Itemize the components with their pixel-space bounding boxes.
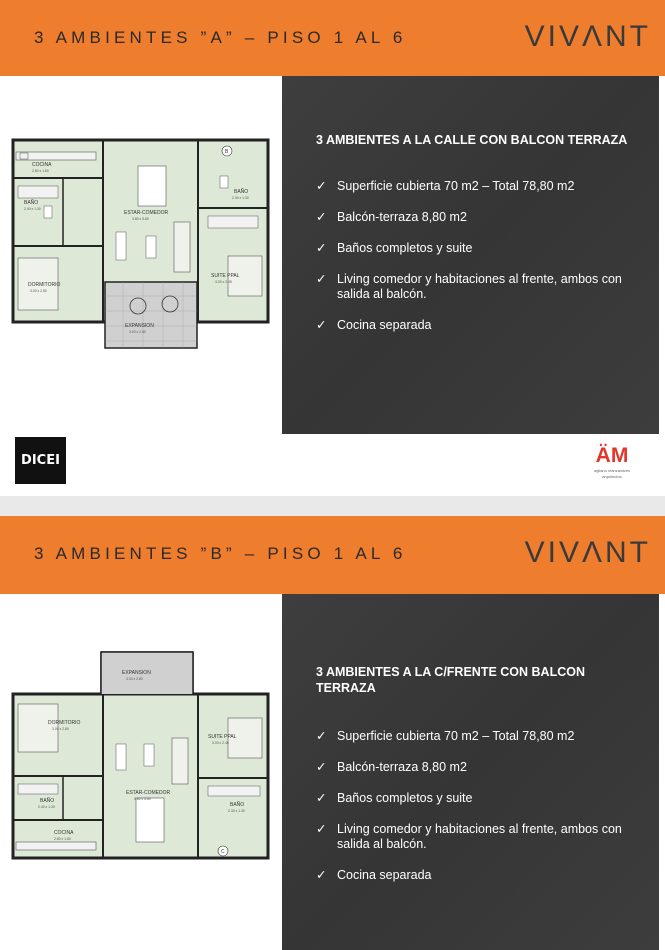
checkmark-icon: ✓	[316, 241, 327, 255]
room-expansion: EXPANSION	[125, 323, 154, 329]
slide-title: 3 AMBIENTES ”A” – PISO 1 AL 6	[34, 28, 407, 47]
feature-text: Living comedor y habitaciones al frente, ambos con salida al balcón.	[337, 272, 622, 301]
list-item	[316, 179, 646, 194]
plan-mark: B	[225, 149, 229, 155]
vivant-logo: VIVΛNT	[524, 20, 651, 53]
floor-plan-a	[8, 136, 278, 350]
checkmark-icon: ✓	[316, 760, 327, 774]
feature-text: Balcón-terraza 8,80 m2	[337, 760, 467, 774]
feature-list	[316, 729, 646, 899]
list-item	[316, 241, 646, 256]
panel-heading: 3 AMBIENTES A LA C/FRENTE CON BALCON TERRAZA	[316, 665, 585, 695]
room-estar-dim: 3.80 x 5.80	[134, 797, 151, 801]
room-bano-dim: 2.40 x 1.30	[38, 805, 55, 809]
room-cocina-dim: 2.80 x 1.80	[54, 837, 71, 841]
feature-text: Superficie cubierta 70 m2 – Total 78,80 m2	[337, 729, 575, 743]
feature-text: Baños completos y suite	[337, 791, 473, 805]
room-bano2-dim: 2.30 x 1.30	[232, 196, 249, 200]
checkmark-icon: ✓	[316, 791, 327, 805]
feature-text: Living comedor y habitaciones al frente, ambos con salida al balcón.	[337, 822, 622, 851]
room-expansion: EXPANSION	[122, 670, 151, 676]
room-estar: ESTAR-COMEDOR	[124, 210, 169, 216]
room-suite: SUITE PPAL	[208, 734, 237, 740]
checkmark-icon: ✓	[316, 272, 327, 286]
panel-heading: 3 AMBIENTES A LA CALLE CON BALCON TERRAZA	[316, 133, 628, 147]
checkmark-icon: ✓	[316, 868, 327, 882]
floor-plan-b	[8, 648, 278, 864]
room-cocina: COCINA	[54, 830, 74, 836]
room-expansion-dim: 3.00 x 2.80	[126, 677, 143, 681]
plan-mark: C	[221, 849, 225, 855]
am-logo-mark: ÄM	[595, 444, 629, 467]
dicei-logo: DICEI	[15, 437, 66, 484]
room-cocina-dim: 2.80 x 1.80	[32, 169, 49, 173]
list-item	[316, 868, 646, 883]
feature-text: Balcón-terraza 8,80 m2	[337, 210, 467, 224]
feature-text: Cocina separada	[337, 868, 432, 882]
room-cocina: COCINA	[32, 162, 52, 168]
feature-list	[316, 179, 646, 349]
checkmark-icon: ✓	[316, 210, 327, 224]
slide-title: 3 AMBIENTES ”B” – PISO 1 AL 6	[34, 544, 407, 563]
room-bano: BAÑO	[40, 798, 55, 804]
header-band	[0, 0, 665, 76]
list-item	[316, 318, 646, 333]
list-item	[316, 729, 646, 744]
list-item	[316, 791, 646, 806]
room-estar-dim: 3.80 x 5.80	[132, 217, 149, 221]
slide-3-ambientes-b	[0, 516, 665, 950]
room-estar: ESTAR-COMEDOR	[126, 790, 171, 796]
room-dormitorio: DORMITORIO	[28, 282, 61, 288]
feature-text: Cocina separada	[337, 318, 432, 332]
room-bano-dim: 2.40 x 1.30	[24, 207, 41, 211]
room-suite: SUITE PPAL	[211, 273, 240, 279]
room-suite-dim: 3.00 x 2.45	[212, 741, 229, 745]
feature-text: Superficie cubierta 70 m2 – Total 78,80 m2	[337, 179, 575, 193]
room-dormitorio-dim: 3.00 x 2.80	[52, 727, 69, 731]
checkmark-icon: ✓	[316, 729, 327, 743]
header-band	[0, 516, 665, 594]
room-dormitorio-dim: 3.00 x 2.80	[30, 289, 47, 293]
features-panel	[282, 76, 659, 434]
features-panel	[282, 594, 659, 950]
room-bano: BAÑO	[24, 200, 39, 206]
feature-text: Baños completos y suite	[337, 241, 473, 255]
am-logo	[584, 444, 640, 490]
am-logo-sub: agliano manzanares arquitectos	[593, 468, 631, 479]
list-item	[316, 210, 646, 225]
room-bano2: BAÑO	[230, 802, 245, 808]
room-bano2-dim: 2.30 x 1.30	[228, 809, 245, 813]
checkmark-icon: ✓	[316, 318, 327, 332]
list-item	[316, 822, 646, 852]
room-dormitorio: DORMITORIO	[48, 720, 81, 726]
checkmark-icon: ✓	[316, 179, 327, 193]
list-item	[316, 272, 646, 302]
slide-separator	[0, 496, 665, 516]
vivant-logo: VIVΛNT	[524, 536, 651, 569]
room-suite-dim: 3.00 x 2.45	[215, 280, 232, 284]
room-expansion-dim: 3.00 x 2.80	[129, 330, 146, 334]
room-bano2: BAÑO	[234, 189, 249, 195]
list-item	[316, 760, 646, 775]
checkmark-icon: ✓	[316, 822, 327, 836]
